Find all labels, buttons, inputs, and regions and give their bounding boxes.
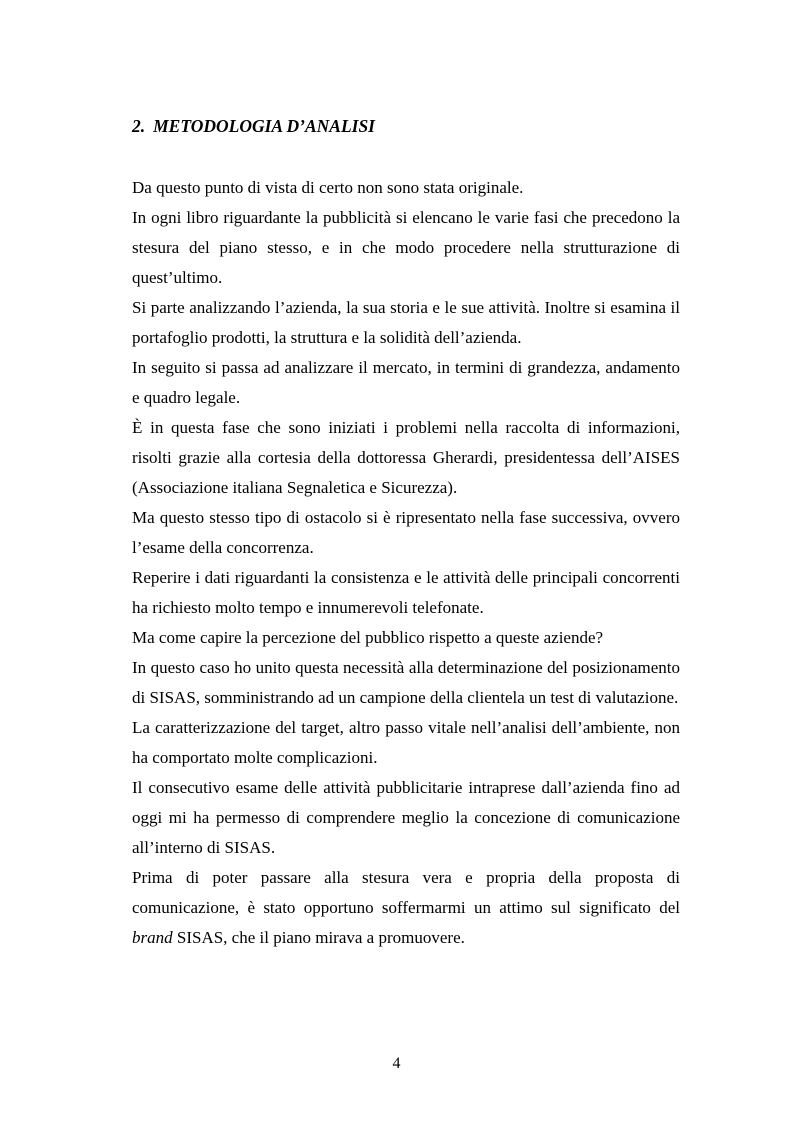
paragraph: Da questo punto di vista di certo non sono stata originale. [132,178,524,197]
section-heading [132,113,692,139]
body-text [132,173,680,953]
section-title: METODOLOGIA D’ANALISI [153,116,375,136]
paragraph-last [132,863,680,953]
paragraph-last-end: SISAS, che il piano mirava a promuovere. [172,928,465,947]
paragraph: È in questa fase che sono iniziati i problemi nella raccolta di informazioni, risolti grazie alla cortesia della dottoressa Gherardi, presidentessa dell’AISES (Associazione italiana Segnaletica e Sicurezza). [132,418,680,497]
brand-word: brand [132,928,173,947]
paragraph-last-start: Prima di poter passare alla stesura vera e propria della proposta di comunicazione, è stato opportuno soffermarmi un attimo sul significato del [132,868,680,917]
paragraph: In seguito si passa ad analizzare il mercato, in termini di grandezza, andamento e quadro legale. [132,358,680,407]
paragraph: Ma questo stesso tipo di ostacolo si è ripresentato nella fase successiva, ovvero l’esame della concorrenza. [132,508,680,557]
paragraph: Ma come capire la percezione del pubblico rispetto a queste aziende? [132,628,604,647]
paragraph: In ogni libro riguardante la pubblicità si elencano le varie fasi che precedono la stesura del piano stesso, e in che modo procedere nella strutturazione di quest’ultimo. [132,208,680,287]
paragraph: In questo caso ho unito questa necessità alla determinazione del posizionamento di SISAS, somministrando ad un campione della clientela un test di valutazione. [132,658,680,707]
section-number: 2. [132,116,146,136]
page-number: 4 [392,1055,401,1072]
paragraph: Reperire i dati riguardanti la consistenza e le attività delle principali concorrenti ha richiesto molto tempo e innumerevoli telefonate. [132,568,680,617]
paragraph: La caratterizzazione del target, altro passo vitale nell’analisi dell’ambiente, non ha comportato molte complicazioni. [132,718,680,767]
paragraph: Si parte analizzando l’azienda, la sua storia e le sue attività. Inoltre si esamina il portafoglio prodotti, la struttura e la solidità dell’azienda. [132,298,680,347]
paragraph: Il consecutivo esame delle attività pubblicitarie intraprese dall’azienda fino ad oggi mi ha permesso di comprendere meglio la concezione di comunicazione all’interno di SISAS. [132,778,680,857]
